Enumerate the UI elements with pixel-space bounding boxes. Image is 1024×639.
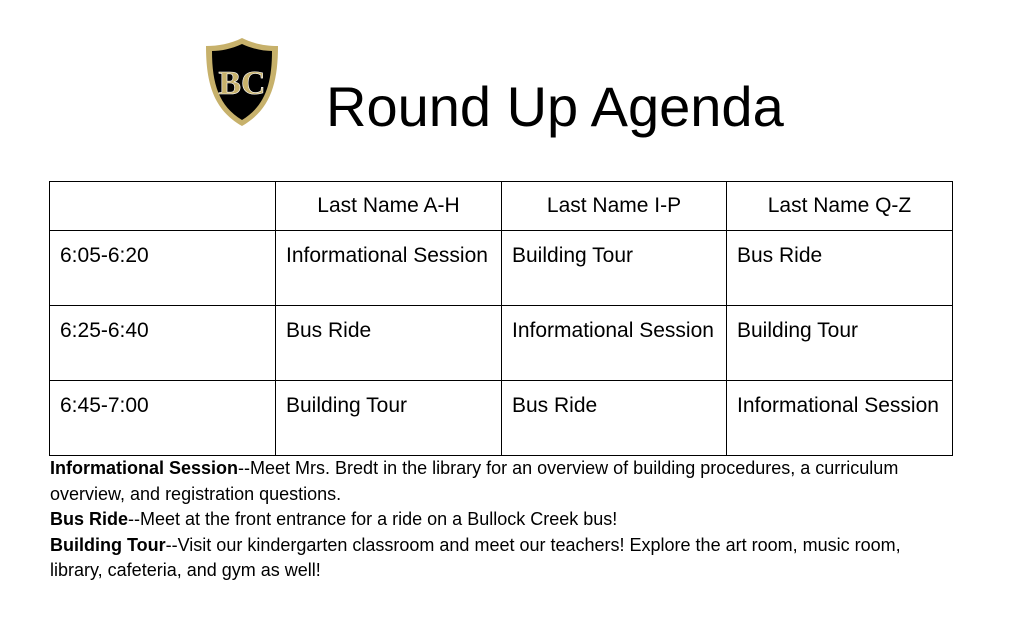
legend-term: Bus Ride — [50, 509, 129, 529]
time-cell: 6:05-6:20 — [50, 231, 276, 306]
legend-description: --Meet Mrs. Bredt in the library for an overview of building procedures, a curriculum overview, and registration questions. — [50, 458, 899, 504]
table-row — [50, 381, 953, 456]
time-cell: 6:45-7:00 — [50, 381, 276, 456]
activity-cell: Bus Ride — [276, 306, 502, 381]
legend-description: --Visit our kindergarten classroom and meet our teachers! Explore the art room, music room, library, cafeteria, and gym as well! — [50, 534, 901, 580]
activity-cell: Building Tour — [276, 381, 502, 456]
activity-cell: Building Tour — [727, 306, 953, 381]
header-cell-i-p: Last Name I-P — [502, 182, 727, 231]
agenda-table — [49, 181, 953, 456]
logo-letters: BC — [218, 65, 266, 102]
legend-item-building-tour — [50, 533, 950, 584]
legend-term: Informational Session — [50, 458, 239, 478]
time-cell: 6:25-6:40 — [50, 306, 276, 381]
page-title: Round Up Agenda — [326, 75, 784, 138]
table-row — [50, 306, 953, 381]
header-cell-q-z: Last Name Q-Z — [727, 182, 953, 231]
legend-term: Building Tour — [50, 534, 166, 555]
activity-cell: Building Tour — [502, 231, 727, 306]
activity-cell: Informational Session — [276, 231, 502, 306]
legend — [50, 456, 950, 584]
table-row — [50, 231, 953, 306]
header-cell-empty — [50, 182, 276, 231]
activity-cell: Informational Session — [502, 306, 727, 381]
legend-item-bus-ride — [50, 507, 950, 533]
header-cell-a-h: Last Name A-H — [276, 182, 502, 231]
table-header-row — [50, 182, 953, 231]
legend-item-informational-session — [50, 456, 950, 507]
legend-description: --Meet at the front entrance for a ride on a Bullock Creek bus! — [128, 509, 618, 529]
activity-cell: Bus Ride — [502, 381, 727, 456]
school-logo — [204, 36, 280, 128]
activity-cell: Informational Session — [727, 381, 953, 456]
activity-cell: Bus Ride — [727, 231, 953, 306]
